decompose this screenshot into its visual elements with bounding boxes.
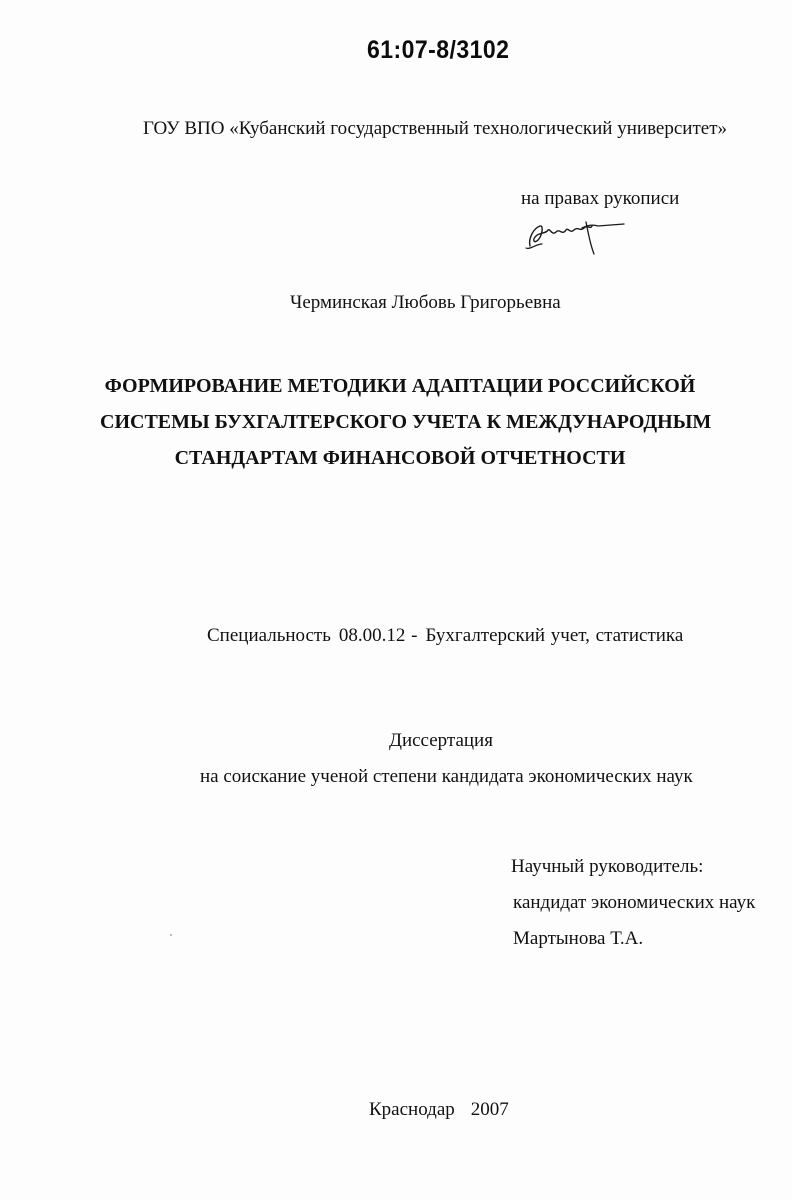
year: 2007: [470, 1099, 509, 1120]
city-year-line: [369, 1099, 509, 1121]
scan-speck: [170, 934, 172, 936]
supervisor-name: Мартынова Т.А.: [513, 928, 644, 949]
dissertation-type: Диссертация: [389, 730, 493, 751]
supervisor-label: Научный руководитель:: [511, 856, 704, 877]
dissertation-title: [100, 368, 712, 476]
city: Краснодар: [369, 1099, 455, 1120]
archive-stamp-number: 61:07-8/3102: [367, 36, 510, 64]
author-name: Черминская Любовь Григорьевна: [290, 292, 561, 313]
specialty-label: Специальность: [207, 625, 331, 646]
degree-sought: на соискание ученой степени кандидата экономических наук: [200, 766, 693, 787]
specialty-field: Бухгалтерский учет, статистика: [425, 625, 684, 646]
specialty-code: 08.00.12 -: [338, 625, 418, 646]
specialty-line: [207, 625, 683, 647]
title-line: ФОРМИРОВАНИЕ МЕТОДИКИ АДАПТАЦИИ РОССИЙСКОЙ: [104, 375, 696, 397]
university-name: ГОУ ВПО «Кубанский государственный технологический университет»: [143, 118, 727, 139]
handwritten-signature: [520, 210, 630, 258]
manuscript-note: на правах рукописи: [521, 188, 680, 209]
supervisor-degree: кандидат экономических наук: [513, 892, 756, 913]
title-line: СИСТЕМЫ БУХГАЛТЕРСКОГО УЧЕТА К МЕЖДУНАРОДНЫМ: [100, 411, 712, 433]
title-line: СТАНДАРТАМ ФИНАНСОВОЙ ОТЧЕТНОСТИ: [174, 447, 626, 469]
